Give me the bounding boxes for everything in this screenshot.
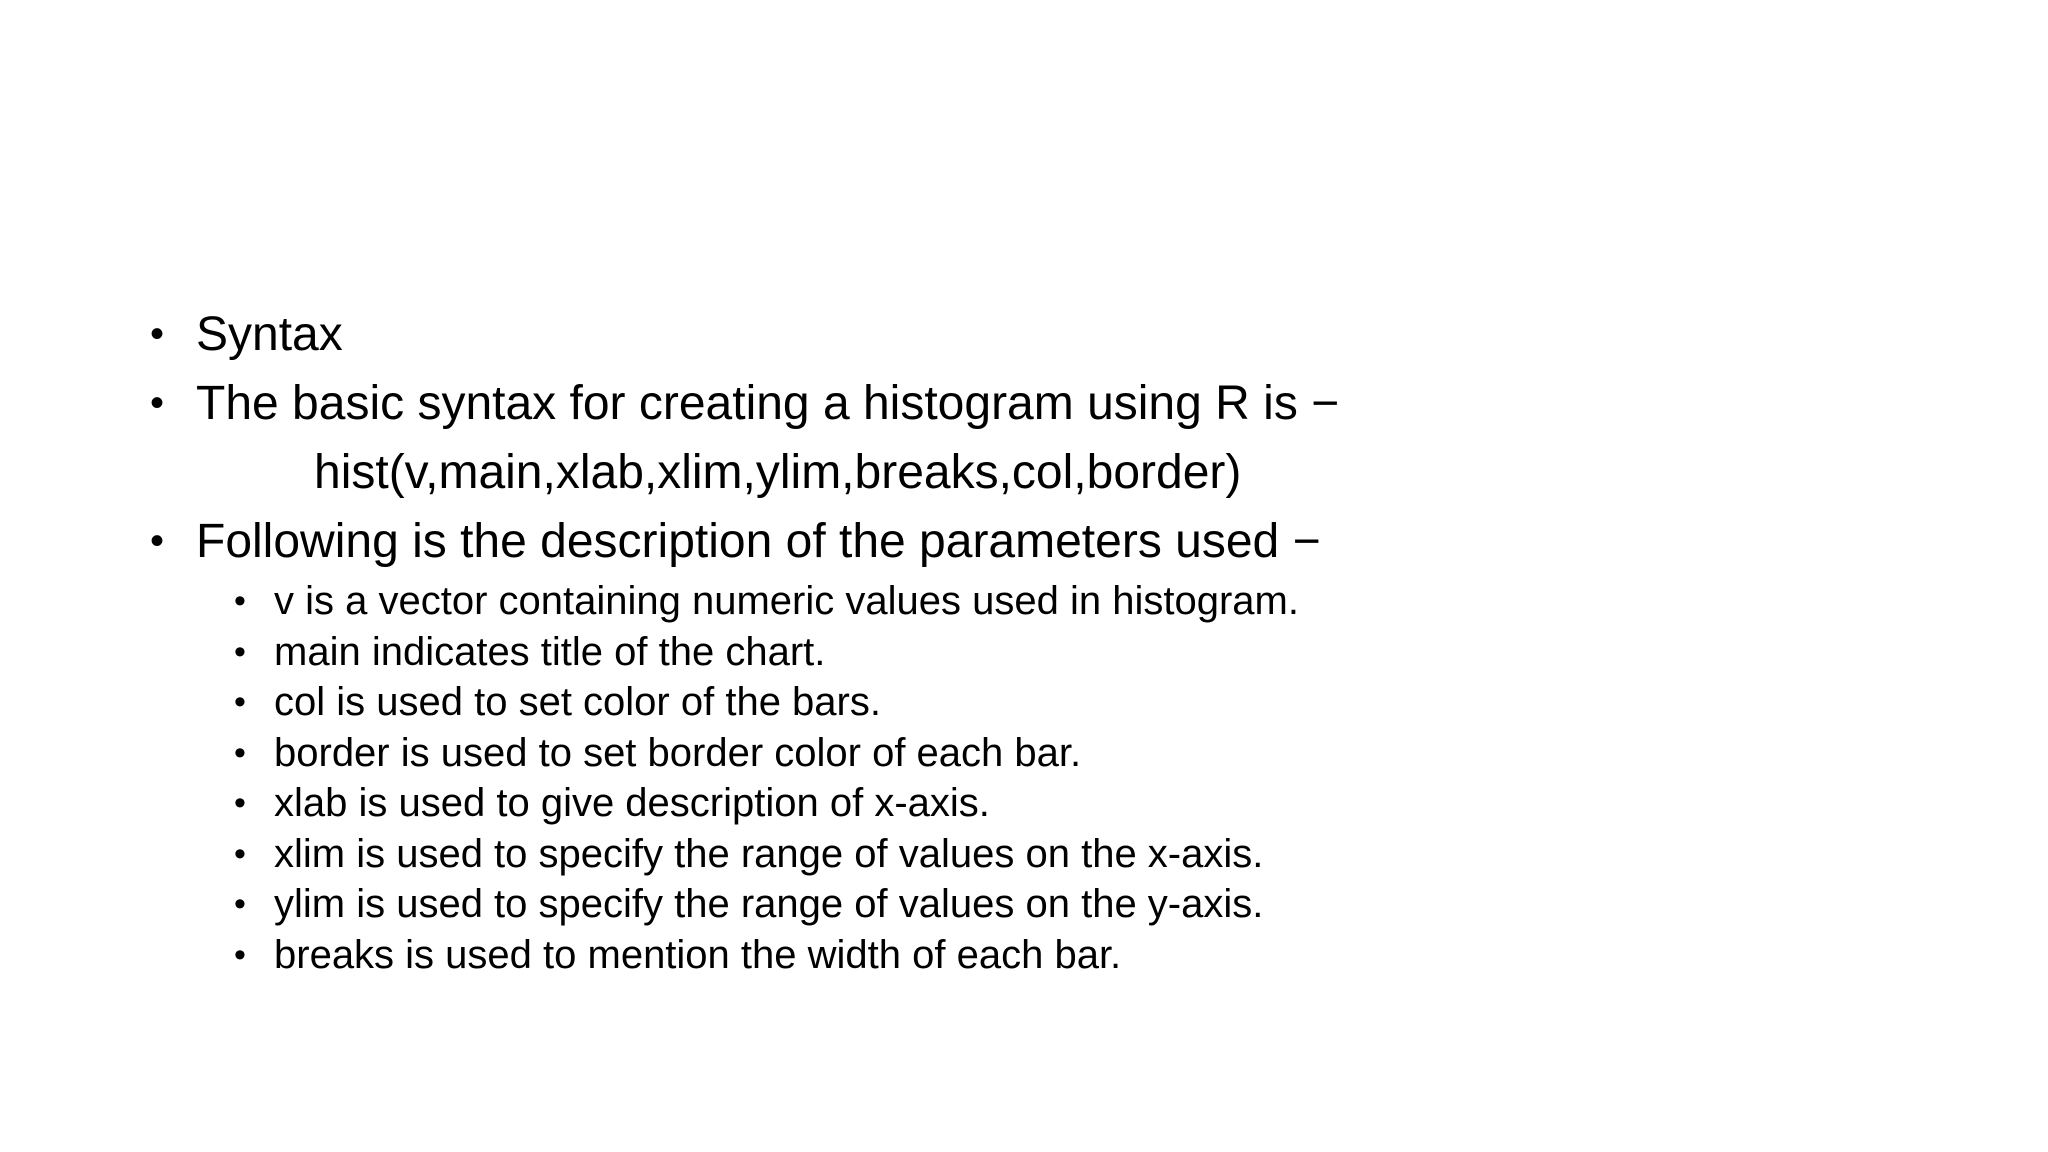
bullet-dot-icon: • xyxy=(150,519,165,563)
parameter-list xyxy=(150,576,1950,980)
parameter-item-breaks xyxy=(150,930,1950,981)
bullet-text: The basic syntax for creating a histogram using R is − xyxy=(196,377,1340,430)
parameter-item-v xyxy=(150,576,1950,627)
bullet-description-heading xyxy=(150,507,1950,576)
bullet-dot-icon: • xyxy=(234,834,246,873)
bullet-dot-icon: • xyxy=(234,935,246,974)
parameter-text: ylim is used to specify the range of values on the y-axis. xyxy=(274,882,1264,926)
parameter-item-col xyxy=(150,677,1950,728)
bullet-text: Following is the description of the parameters used − xyxy=(196,515,1321,568)
parameter-text: xlab is used to give description of x-axis. xyxy=(274,781,990,825)
bullet-dot-icon: • xyxy=(234,733,246,772)
bullet-text: Syntax xyxy=(196,308,343,361)
parameter-text: border is used to set border color of each bar. xyxy=(274,730,1082,775)
bullet-dot-icon: • xyxy=(150,381,165,425)
parameter-item-ylim xyxy=(150,879,1950,930)
bullet-dot-icon: • xyxy=(234,784,246,822)
parameter-text: breaks is used to mention the width of each bar. xyxy=(274,932,1122,977)
parameter-item-main xyxy=(150,627,1950,678)
hist-syntax-code: hist(v,main,xlab,xlim,ylim,breaks,col,border) xyxy=(314,446,1242,499)
bullet-dot-icon: • xyxy=(234,582,246,620)
bullet-dot-icon: • xyxy=(234,885,246,923)
parameter-text: v is a vector containing numeric values used in histogram. xyxy=(274,579,1299,623)
bullet-basic-syntax xyxy=(150,369,1950,438)
bullet-syntax xyxy=(150,300,1950,369)
parameter-text: col is used to set color of the bars. xyxy=(274,680,881,724)
parameter-item-border xyxy=(150,728,1950,779)
parameter-item-xlab xyxy=(150,778,1950,829)
bullet-dot-icon: • xyxy=(234,683,246,721)
parameter-text: xlim is used to specify the range of values on the x-axis. xyxy=(274,831,1264,876)
bullet-dot-icon: • xyxy=(150,312,165,356)
parameter-item-xlim xyxy=(150,829,1950,880)
slide-content xyxy=(150,300,1950,980)
bullet-dot-icon: • xyxy=(234,632,246,671)
parameter-text: main indicates title of the chart. xyxy=(274,629,826,674)
